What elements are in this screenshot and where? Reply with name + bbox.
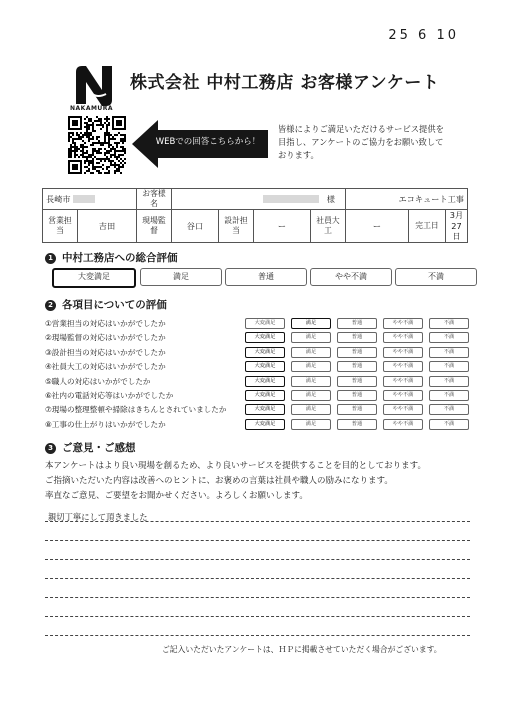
rating-option[interactable]: 満足 [291,318,331,329]
rating-option[interactable]: やや不満 [383,332,423,343]
rating-option[interactable]: 不満 [429,332,469,343]
done-label: 完工日 [409,210,446,243]
question-row [45,345,475,359]
question-text: ⑤職人の対応はいかがでしたか [45,376,151,386]
redacted-block [263,195,319,203]
question-row [45,417,475,431]
section3-heading: 3 ご意見・ご感想 [45,440,136,455]
qr-code-icon[interactable] [68,116,126,174]
intro-text: 皆様によりご満足いただけるサービス提供を 目指し、アンケートのご協力をお願い致して おります。 [278,124,444,160]
footer-note: ご記入いただいたアンケートは、ＨＰに掲載させていただく場合がございます。 [162,645,442,654]
rating-option[interactable]: 大変満足 [245,376,285,387]
rating-option[interactable]: 不満 [429,347,469,358]
rating-option[interactable]: 大変満足 [245,318,285,329]
rating-option[interactable]: 普通 [337,390,377,401]
sales-label: 営業担当 [43,210,78,243]
survey-title: 株式会社 中村工務店 お客様アンケート [130,73,440,93]
info-table [42,188,468,243]
question-text: ⑦現場の整理整頓や掃除はきちんとされていましたか [45,405,227,415]
rating-option[interactable]: 不満 [429,390,469,401]
survey-date: 25 6 10 [388,28,459,43]
question-row [45,330,475,344]
customer-label: お客様名 [137,189,172,210]
rating-option[interactable]: 不満 [429,419,469,430]
rating-option[interactable]: やや不満 [383,361,423,372]
rating-option[interactable]: 大変満足 [245,332,285,343]
comment-line[interactable] [45,540,470,541]
question-text: ③設計担当の対応はいかがでしたか [45,347,166,357]
rating-option[interactable]: やや不満 [383,318,423,329]
rating-option[interactable]: 普通 [337,376,377,387]
rating-option[interactable]: 普通 [337,318,377,329]
section-number: 1 [45,253,56,264]
question-text: ②現場監督の対応はいかがでしたか [45,333,166,343]
design-label: 設計担当 [219,210,254,243]
rating-option[interactable]: やや不満 [383,376,423,387]
overall-rating-option[interactable]: やや不満 [310,268,392,286]
section1-heading: 1 中村工務店への総合評価 [45,250,178,265]
question-row [45,359,475,373]
logo-text: NAKAMURA [70,105,114,112]
question-row [45,374,475,388]
overall-rating-option[interactable]: 不満 [395,268,477,286]
rating-option[interactable]: 満足 [291,390,331,401]
comment-line[interactable] [45,521,470,522]
rating-option[interactable]: やや不満 [383,419,423,430]
comment-line[interactable] [45,635,470,636]
section-number: 3 [45,443,56,454]
comment-line[interactable] [45,559,470,560]
rating-option[interactable]: 大変満足 [245,361,285,372]
rating-option[interactable]: 満足 [291,376,331,387]
rating-option[interactable]: やや不満 [383,404,423,415]
staff-value: ー [346,210,409,243]
comment-line[interactable] [45,597,470,598]
section-number: 2 [45,300,56,311]
rating-option[interactable]: 普通 [337,361,377,372]
city-cell: 長崎市 [43,189,137,210]
rating-option[interactable]: 満足 [291,361,331,372]
work-cell: エコキュート工事 [346,189,468,210]
question-row [45,388,475,402]
overall-rating-option[interactable]: 普通 [225,268,307,286]
question-text: ④社員大工の対応はいかがでしたか [45,362,166,372]
site-value: 谷口 [172,210,219,243]
design-value: ー [254,210,311,243]
rating-option[interactable]: 満足 [291,419,331,430]
rating-option[interactable]: やや不満 [383,390,423,401]
rating-option[interactable]: 不満 [429,361,469,372]
comment-line[interactable] [45,616,470,617]
question-row [45,402,475,416]
section3-description: 本アンケートはより良い現場を創るため、より良いサービスを提供することを目的としております。 ご指摘いただいた内容は改善へのヒントに、お褒めの言葉は社員や職人の励みになります。 率直なご意見、ご要望をお聞かせください。よろしくお願いします。 [45,461,426,501]
rating-option[interactable]: 不満 [429,376,469,387]
staff-label: 社員大工 [311,210,346,243]
redacted-block [73,195,95,203]
rating-option[interactable]: 大変満足 [245,419,285,430]
rating-option[interactable]: やや不満 [383,347,423,358]
question-text: ⑥社内の電話対応等はいかがでしたか [45,391,174,400]
done-value: 3月27日 [446,210,468,243]
rating-option[interactable]: 大変満足 [245,390,285,401]
overall-rating-option[interactable]: 大変満足 [52,268,136,288]
web-answer-label[interactable]: WEBでの回答こちらから！ [155,137,261,147]
rating-option[interactable]: 満足 [291,404,331,415]
section2-heading: 2 各項目についての評価 [45,297,167,312]
rating-option[interactable]: 普通 [337,404,377,415]
question-text: ⑧工事の仕上がりはいかがでしたか [45,419,166,429]
n-logo-icon [72,64,116,108]
rating-option[interactable]: 普通 [337,419,377,430]
rating-option[interactable]: 不満 [429,404,469,415]
rating-option[interactable]: 普通 [337,332,377,343]
rating-option[interactable]: 満足 [291,347,331,358]
rating-option[interactable]: 普通 [337,347,377,358]
rating-option[interactable]: 不満 [429,318,469,329]
overall-rating-option[interactable]: 満足 [140,268,222,286]
rating-option[interactable]: 大変満足 [245,404,285,415]
comment-line[interactable] [45,578,470,579]
rating-option[interactable]: 満足 [291,332,331,343]
rating-option[interactable]: 大変満足 [245,347,285,358]
sales-value: 吉田 [78,210,137,243]
question-text: ①営業担当の対応はいかがでしたか [45,319,166,328]
customer-name-cell: 様 [172,189,346,210]
site-label: 現場監督 [137,210,172,243]
question-row [45,316,475,330]
comment-text[interactable]: 親切丁寧にして頂きました [48,512,148,522]
